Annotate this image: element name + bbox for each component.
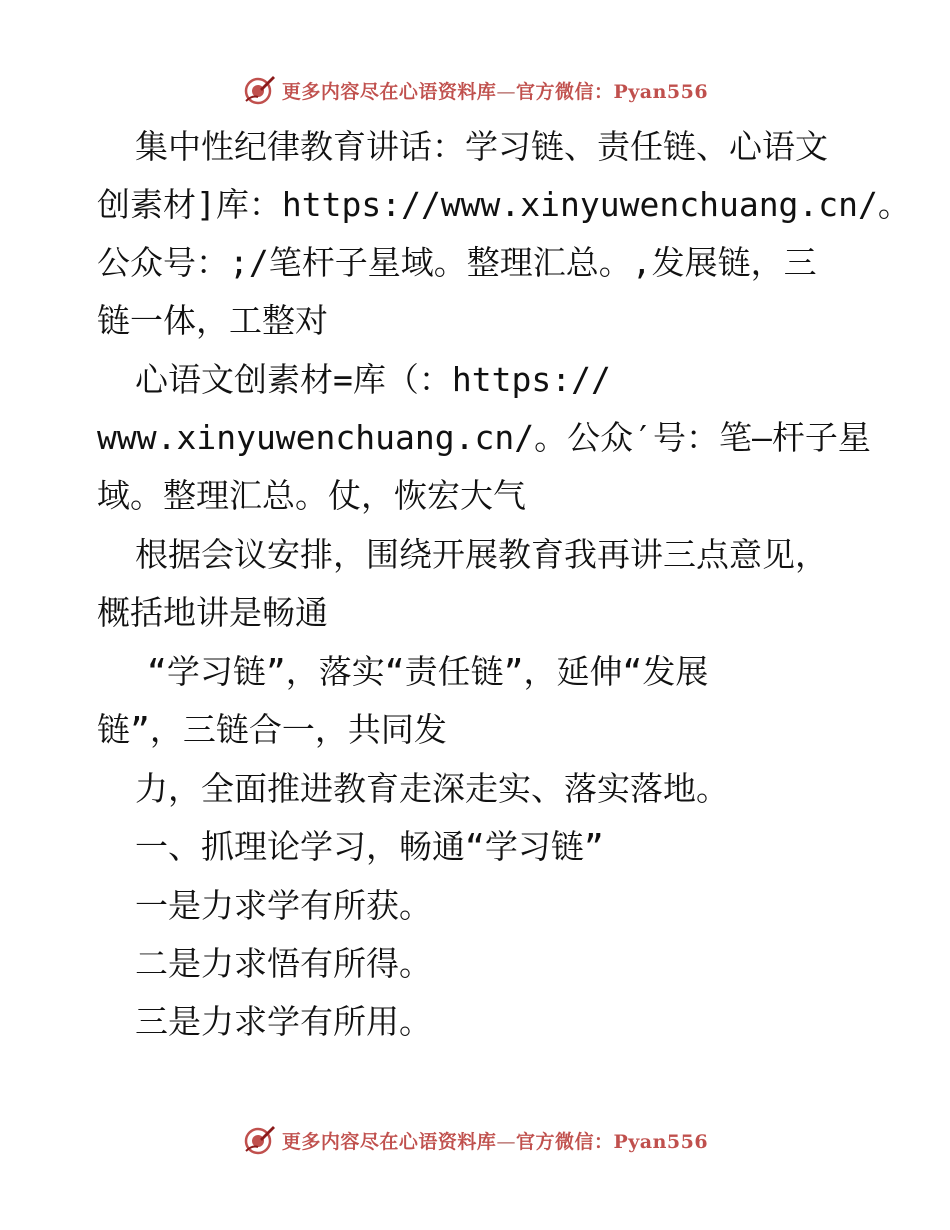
paragraph-line: 二是力求悟有所得。 [135, 944, 432, 983]
paragraph-line: 一是力求学有所获。 [135, 886, 432, 925]
paragraph-line: 链”，三链合一，共同发 [97, 710, 447, 749]
paragraph-line: 心语文创素材=库（：https:// [135, 360, 611, 399]
paragraph-line: 创素材]库：https://www.xinyuwenchuang.cn/。 [97, 185, 911, 224]
banner-main-text: 更多内容尽在心语资料库 [281, 80, 497, 103]
paragraph-line: 根据会议安排，围绕开展教育我再讲三点意见， [135, 535, 828, 574]
section-heading: 一、抓理论学习，畅通“学习链” [135, 827, 604, 866]
banner-wechat-text: 官方微信：Pyan556 [515, 1130, 709, 1153]
paragraph-line: 链一体，工整对 [97, 301, 328, 340]
banner-dash: — [496, 1130, 516, 1153]
quill-seal-icon [242, 73, 276, 107]
banner-wechat-text: 官方微信：Pyan556 [515, 80, 709, 103]
paragraph-line: 域。整理汇总。仗，恢宏大气 [97, 476, 526, 515]
paragraph-line: “学习链”，落实“责任链”，延伸“发展 [147, 652, 709, 691]
footer-banner [0, 1120, 950, 1160]
paragraph-line: www.xinyuwenchuang.cn/。公众′号：笔—杆子星 [97, 418, 871, 457]
banner-main-text: 更多内容尽在心语资料库 [281, 1130, 497, 1153]
paragraph-line: 三是力求学有所用。 [135, 1002, 432, 1041]
banner-text [282, 1127, 708, 1154]
banner-text [282, 77, 708, 104]
paragraph-line: 力，全面推进教育走深走实、落实落地。 [135, 769, 729, 808]
banner-dash: — [496, 80, 516, 103]
header-banner [0, 70, 950, 110]
paragraph-line: 集中性纪律教育讲话：学习链、责任链、心语文 [135, 127, 828, 166]
paragraph-line: 概括地讲是畅通 [97, 593, 328, 632]
paragraph-line: 公众号：;/笔杆子星域。整理汇总。,发展链，三 [97, 243, 817, 282]
quill-seal-icon [242, 1123, 276, 1157]
